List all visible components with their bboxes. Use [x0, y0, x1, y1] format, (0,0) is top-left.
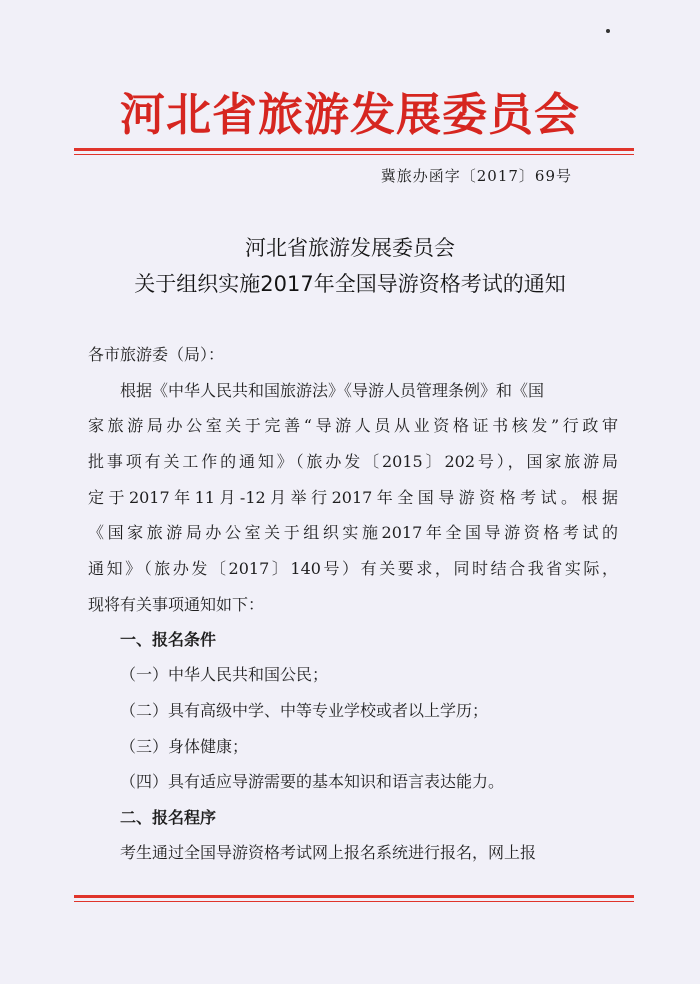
section-heading-2: 二、报名程序 — [120, 808, 217, 827]
paragraph-line: 批事项有关工作的通知》（旅办发〔2015〕202号），国家旅游局 — [88, 452, 618, 471]
title-line-1: 河北省旅游发展委员会 — [245, 236, 455, 260]
paragraph-line: 定于2017年11月-12月举行2017年全国导游资格考试。根据 — [88, 488, 618, 507]
scan-dot — [606, 29, 610, 33]
footer-rule-thin — [74, 901, 634, 902]
footer-rule — [74, 895, 634, 898]
masthead-rule — [74, 148, 634, 151]
list-item: （二）具有高级中学、中等专业学校或者以上学历； — [120, 701, 489, 720]
title-line-2: 关于组织实施2017年全国导游资格考试的通知 — [134, 272, 566, 296]
paragraph-line: 根据《中华人民共和国旅游法》《导游人员管理条例》和《国 — [120, 381, 545, 400]
document-number: 冀旅办函字〔2017〕69号 — [380, 167, 572, 185]
salutation: 各市旅游委（局）： — [88, 345, 225, 364]
list-item: （三）身体健康； — [120, 737, 249, 756]
section-2-text: 考生通过全国导游资格考试网上报名系统进行报名，网上报 — [120, 843, 537, 862]
section-heading-1: 一、报名条件 — [120, 630, 217, 649]
paragraph-line: 家旅游局办公室关于完善“导游人员从业资格证书核发”行政审 — [88, 416, 618, 435]
list-item: （四）具有适应导游需要的基本知识和语言表达能力。 — [120, 772, 505, 791]
masthead-rule-thin — [74, 154, 634, 155]
paragraph-line: 《国家旅游局办公室关于组织实施2017年全国导游资格考试的 — [88, 523, 618, 542]
paragraph-line: 通知》（旅办发〔2017〕140号）有关要求，同时结合我省实际， — [88, 559, 618, 578]
list-item: （一）中华人民共和国公民； — [120, 665, 329, 684]
paragraph-line: 现将有关事项通知如下： — [88, 595, 265, 614]
masthead: 河北省旅游发展委员会 — [119, 88, 580, 141]
